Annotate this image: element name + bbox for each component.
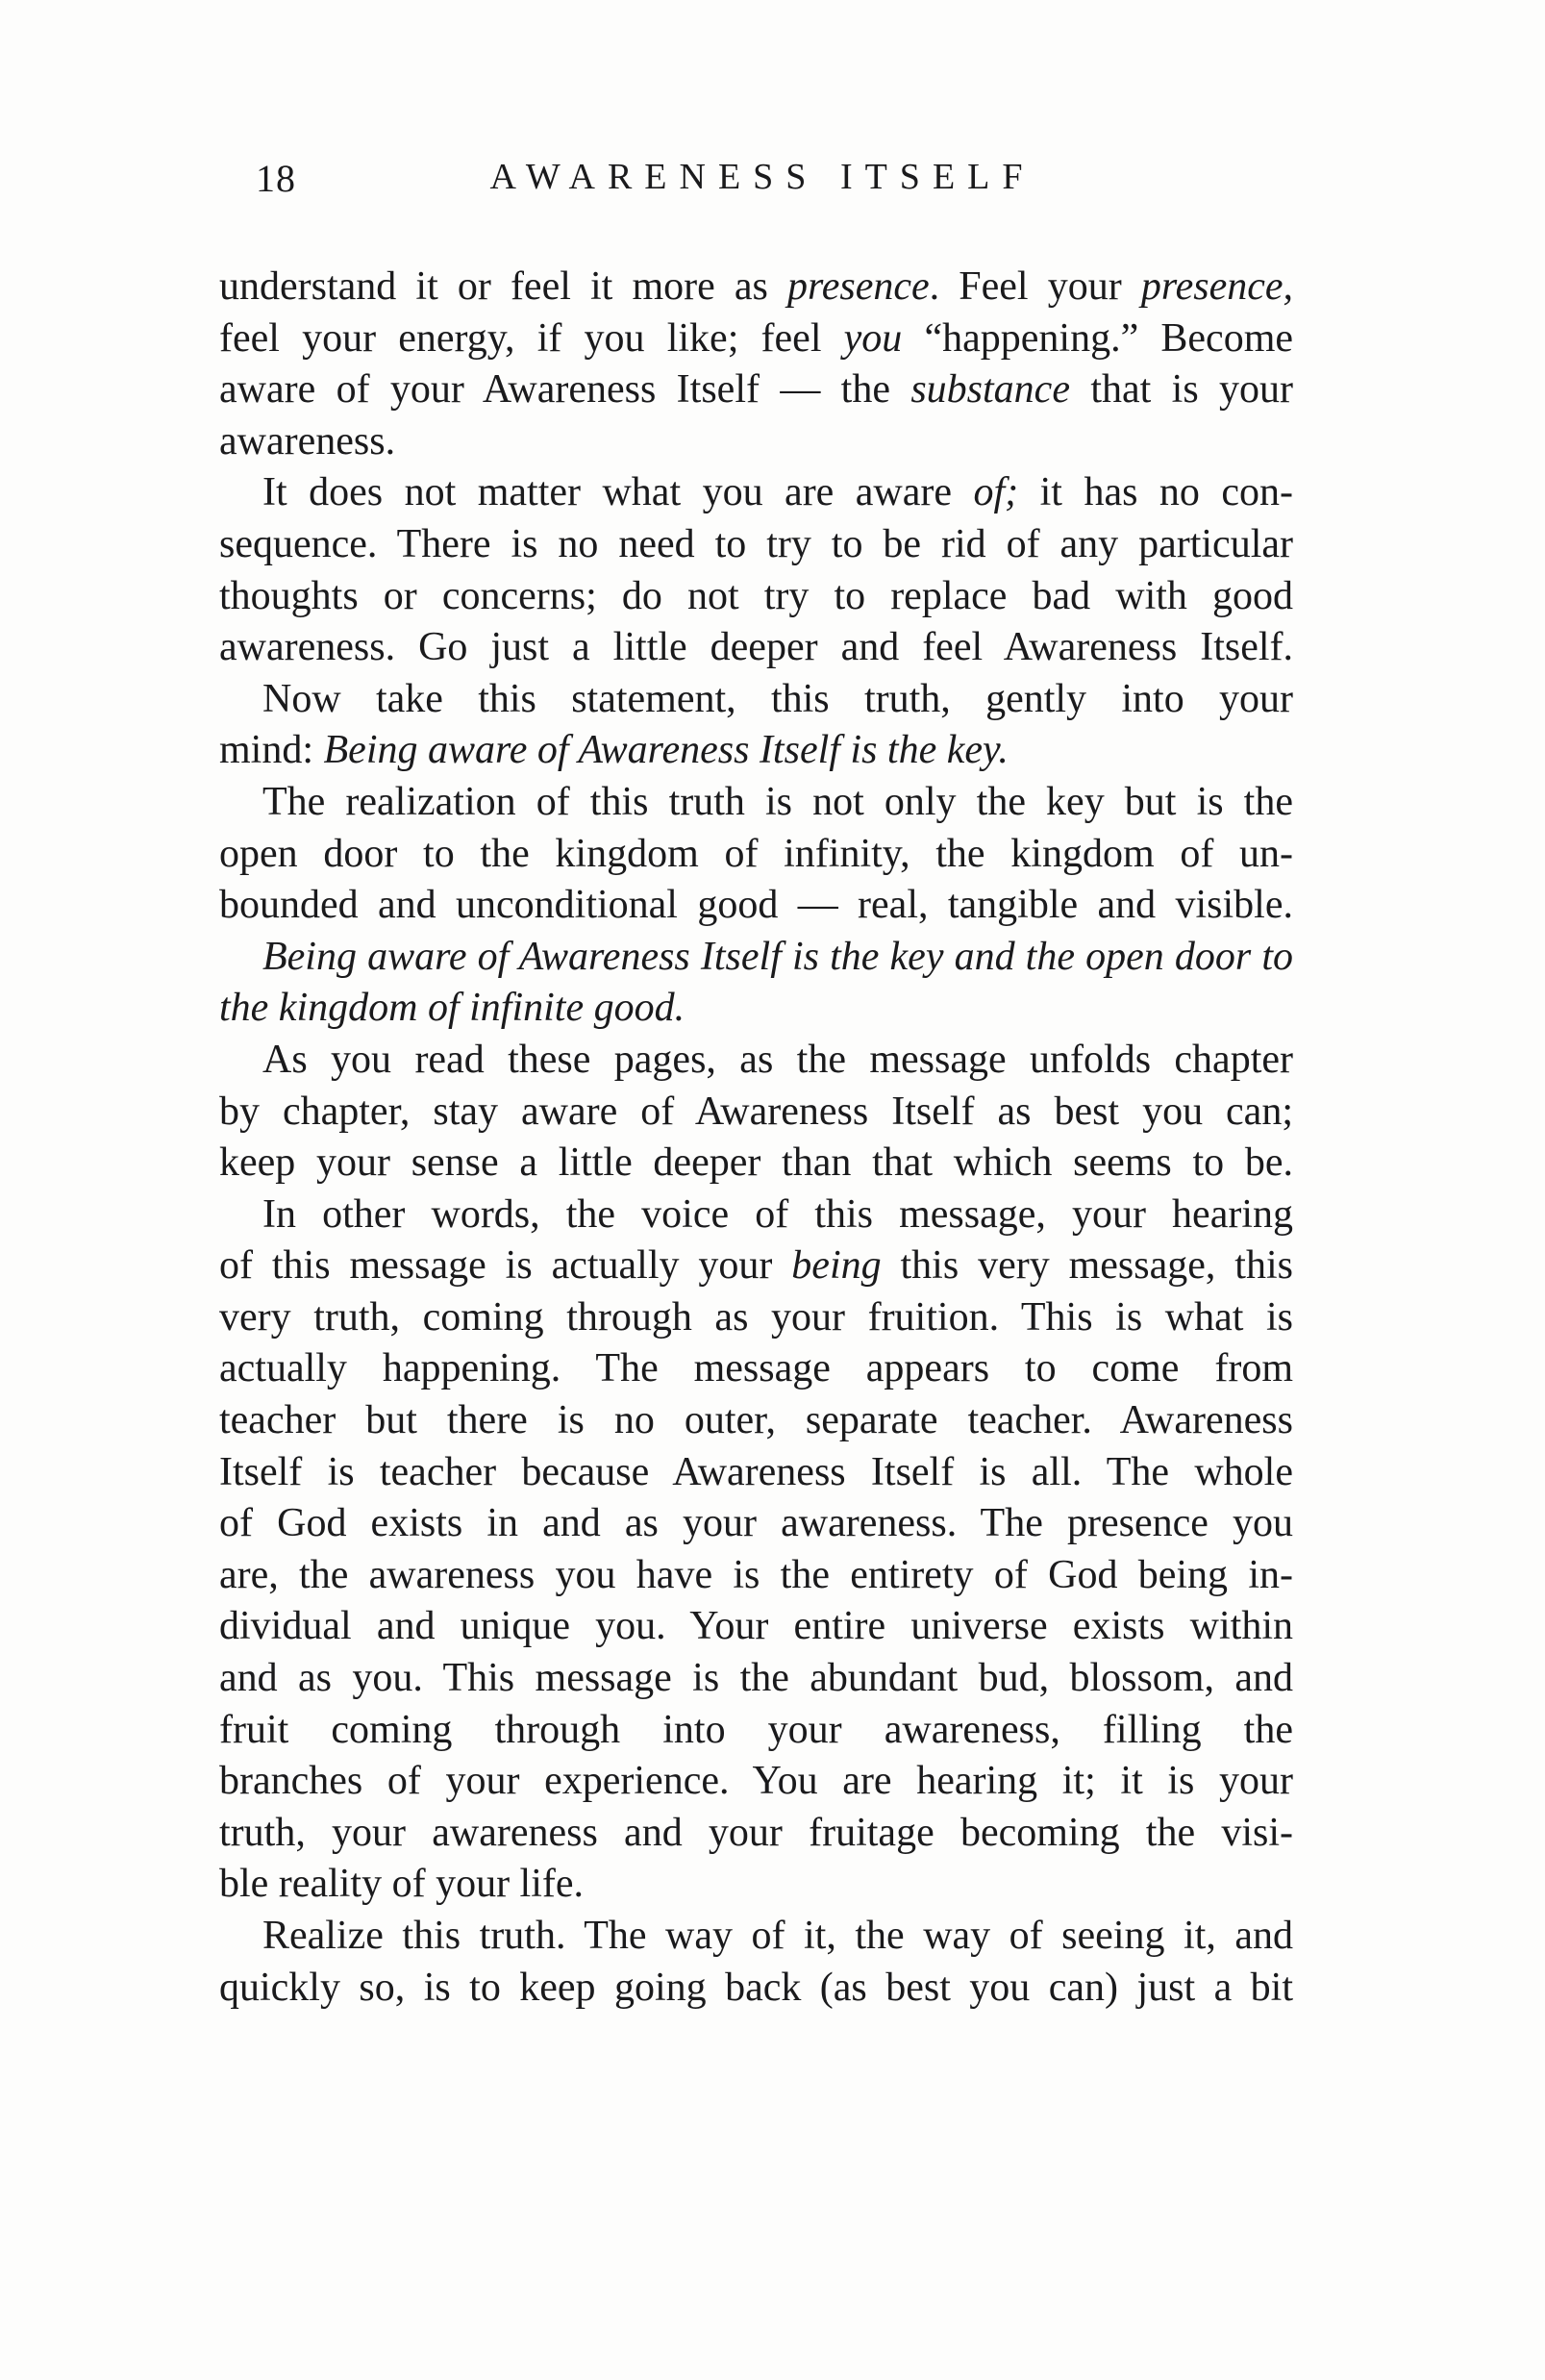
body-line	[219, 1190, 1293, 1241]
text-run: awareness.	[219, 418, 396, 463]
body-line	[219, 1498, 1293, 1550]
body-line	[219, 1911, 1293, 1963]
text-run: this very message, this	[881, 1243, 1293, 1289]
body-line	[219, 519, 1293, 571]
text-run: branches of your experience. You are hearing it; it is your	[219, 1759, 1293, 1804]
body-line	[219, 1138, 1293, 1190]
text-run: it has no con-	[1018, 470, 1294, 515]
body-line	[219, 1447, 1293, 1499]
running-head: AWARENESS ITSELF	[489, 157, 1035, 197]
italic-text: Being aware of Awareness Itself is the key and the open door to	[262, 934, 1293, 979]
body-line	[219, 262, 1293, 313]
body-line	[219, 1653, 1293, 1705]
text-run: teacher but there is no outer, separate teacher. Awareness	[219, 1398, 1293, 1443]
body-line	[219, 622, 1293, 674]
body-line	[219, 1395, 1293, 1447]
body-line	[219, 932, 1293, 984]
text-run: thoughts or concerns; do not try to replace bad with good	[219, 573, 1293, 618]
body-line	[219, 1756, 1293, 1808]
text-run: of God exists in and as your awareness. The presence you	[219, 1501, 1293, 1546]
text-run: actually happening. The message appears to come from	[219, 1346, 1293, 1391]
text-run: ble reality of your life.	[219, 1862, 585, 1907]
text-run: feel your energy, if you like; feel	[219, 315, 844, 361]
page-header	[219, 154, 1293, 204]
text-run: bounded and unconditional good — real, tangible and visible.	[219, 883, 1293, 928]
body-line	[219, 571, 1293, 623]
body-line	[219, 1601, 1293, 1653]
text-run: dividual and unique you. Your entire universe exists within	[219, 1604, 1293, 1649]
body-line	[219, 1240, 1293, 1292]
text-run: truth, your awareness and your fruitage becoming the visi-	[219, 1810, 1293, 1855]
text-run: aware of your Awareness Itself — the	[219, 367, 911, 413]
text-run: Itself is teacher because Awareness Itself is all. The whole	[219, 1449, 1293, 1494]
text-run: “happening.” Become	[902, 315, 1293, 361]
body-line	[219, 1035, 1293, 1087]
body-line	[219, 1808, 1293, 1860]
body-line	[219, 1292, 1293, 1344]
body-line	[219, 777, 1293, 829]
body-line	[219, 829, 1293, 881]
body-line	[219, 725, 1293, 777]
italic-text: being	[791, 1243, 882, 1289]
italic-text: presence,	[1140, 264, 1294, 309]
body-text	[219, 262, 1293, 2014]
text-run: quickly so, is to keep going back (as best you can) just a bit	[219, 1965, 1293, 2010]
text-run: . Feel your	[929, 264, 1141, 309]
text-run: The realization of this truth is not only the key but is the	[262, 779, 1293, 824]
text-run: and as you. This message is the abundant bud, blossom, and	[219, 1656, 1293, 1701]
text-run: of this message is actually your	[219, 1243, 792, 1289]
text-run: awareness. Go just a little deeper and feel Awareness Itself.	[219, 625, 1293, 670]
text-run: It does not matter what you are aware	[262, 470, 974, 515]
body-line	[219, 1550, 1293, 1602]
italic-text: presence	[786, 264, 930, 309]
italic-text: of;	[973, 470, 1019, 515]
text-run: In other words, the voice of this message, your hearing	[262, 1191, 1293, 1237]
text-run: are, the awareness you have is the entirety of God being in-	[219, 1552, 1293, 1597]
body-line	[219, 1343, 1293, 1395]
body-line	[219, 364, 1293, 416]
body-line	[219, 467, 1293, 519]
text-run: fruit coming through into your awareness, filling the	[219, 1707, 1293, 1752]
text-run: understand it or feel it more as	[219, 264, 787, 309]
body-line	[219, 1705, 1293, 1757]
body-line	[219, 1963, 1293, 2015]
italic-text: Being aware of Awareness Itself is the key.	[323, 728, 1009, 773]
italic-text: the kingdom of infinite good.	[219, 986, 685, 1031]
text-run: sequence. There is no need to try to be rid of any particular	[219, 521, 1293, 566]
italic-text: you	[843, 315, 903, 361]
body-line	[219, 1087, 1293, 1139]
body-line	[219, 1859, 1293, 1911]
body-line	[219, 674, 1293, 726]
text-run: Now take this statement, this truth, gently into your	[262, 676, 1293, 721]
text-run: very truth, coming through as your fruition. This is what is	[219, 1294, 1293, 1340]
body-line	[219, 313, 1293, 365]
body-line	[219, 880, 1293, 932]
text-run: keep your sense a little deeper than that which seems to be.	[219, 1140, 1293, 1186]
text-run: open door to the kingdom of infinity, the kingdom of un-	[219, 831, 1293, 876]
text-run: mind:	[219, 728, 324, 773]
text-run: that is your	[1069, 367, 1293, 413]
text-run: As you read these pages, as the message unfolds chapter	[262, 1037, 1293, 1082]
body-line	[219, 983, 1293, 1035]
page-number: 18	[256, 157, 296, 200]
text-run: Realize this truth. The way of it, the way of seeing it, and	[262, 1914, 1293, 1958]
body-line	[219, 416, 1293, 468]
text-run: by chapter, stay aware of Awareness Itself as best you can;	[219, 1089, 1293, 1134]
italic-text: substance	[910, 367, 1070, 413]
